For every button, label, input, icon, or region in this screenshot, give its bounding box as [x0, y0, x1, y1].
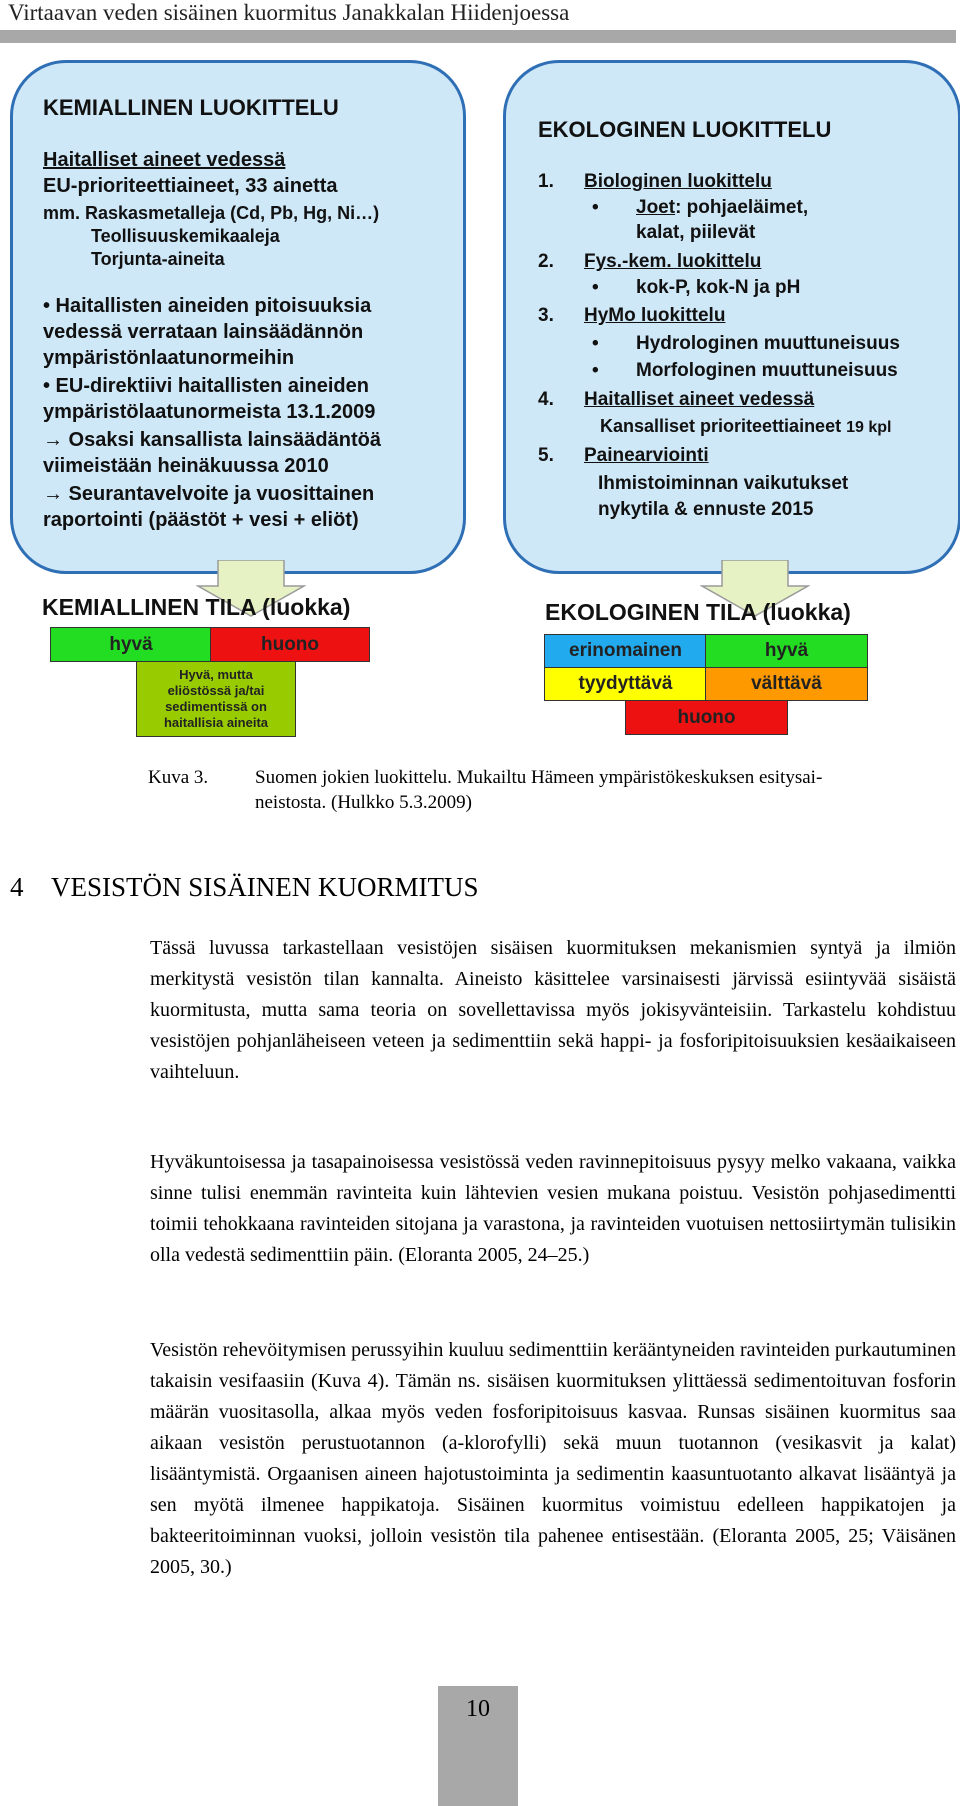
eco-item-1-bullet-cont: kalat, piilevät [636, 222, 756, 243]
chemical-box-title: KEMIALLINEN LUOKITTELU [43, 95, 339, 120]
chemical-status-bad: huono [210, 627, 370, 662]
note-line-2: eliöstössä ja/tai [167, 683, 265, 698]
eco-item-1: Biologinen luokittelu [584, 171, 772, 192]
chemical-arrow-2b: raportointi (päästöt + vesi + eliöt) [43, 509, 359, 531]
header-rule [0, 30, 956, 43]
chemical-bullet-1b: vedessä verrataan lainsäädännön [43, 321, 364, 343]
bullet-icon: • [592, 333, 599, 354]
chemical-bullet-2a: • EU-direktiivi haitallisten aineiden [43, 375, 369, 397]
note-line-3: sedimentissä on [165, 699, 267, 714]
chemical-arrow-1b: viimeistään heinäkuussa 2010 [43, 455, 329, 477]
note-line-1: Hyvä, mutta [179, 667, 253, 682]
eco-item-4-sub [600, 416, 891, 437]
bullet-icon: • [592, 360, 599, 381]
chemical-status-title: KEMIALLINEN TILA (luokka) [42, 594, 351, 620]
chemical-line-4: Torjunta-aineita [91, 249, 225, 269]
header-title: Virtaavan veden sisäinen kuormitus Janakkalan Hiidenjoessa [8, 0, 570, 25]
section-title: VESISTÖN SISÄINEN KUORMITUS [51, 872, 479, 902]
caption-line-1: Suomen jokien luokittelu. Mukailtu Hämeen ympäristökeskuksen esitysai- [255, 767, 823, 788]
eco-item-4-count: 19 kpl [846, 419, 892, 436]
eco-item-1-bullet [636, 197, 808, 219]
chemical-bullet-1c: ympäristönlaatunormeihin [43, 347, 295, 369]
eco-item-4-sub-text: Kansalliset prioriteettiaineet [600, 416, 842, 436]
eco-item-3-bullet-2: Morfologinen muuttuneisuus [636, 360, 898, 381]
eco-item-1-num: 1. [538, 171, 554, 192]
eco-status-passable: välttävä [705, 667, 868, 701]
chemical-classification-box [10, 60, 466, 574]
chemical-bullet-1a: • Haitallisten aineiden pitoisuuksia [43, 295, 372, 317]
caption-line-2: neistosta. (Hulkko 5.3.2009) [255, 792, 472, 813]
paragraph-3: Vesistön rehevöitymisen perussyihin kuuluu sedimenttiin kerääntyneiden ravinteiden purkautuminen takaisin vesifaasiin (Kuva 4). Tämän ns. sisäisen kuormituksen ylittäessä sedimentoituvan fosforin määrän vuositasolla, alkaa myös veden fosforipitoisuus kasvaa. Runsas sisäinen kuormitus saa aikaan vesistön perustuotannon (a-klorofylli) sekä muun tuotannon (vesikasvit ja kalat) lisääntymistä. Orgaanisen aineen hajotustoiminta ja sedimentin kaasuntuotanto alkavat lisääntyä ja sen myötä ilmenee happikatoja. Sisäinen kuormitus voimistuu edelleen happikatojen ja bakteeritoiminnan vuoksi, jolloin vesistön tila pahenee entisestään. (Eloranta 2005, 25; Väisänen 2005, 30.) [150, 1339, 956, 1578]
chemical-line-3: Teollisuuskemikaaleja [91, 226, 280, 246]
eco-item-3: HyMo luokittelu [584, 305, 726, 326]
chemical-status-note [136, 661, 296, 737]
chemical-arrow-2a: → Seurantavelvoite ja vuosittainen [43, 483, 375, 505]
eco-status-excellent: erinomainen [544, 634, 707, 668]
eco-item-1-bullet-rest: : pohjaeläimet, [675, 197, 809, 218]
page-number: 10 [466, 1696, 490, 1722]
chemical-line-2: mm. Raskasmetalleja (Cd, Pb, Hg, Ni…) [43, 203, 380, 223]
eco-item-3-num: 3. [538, 305, 554, 326]
note-line-4: haitallisia aineita [163, 715, 269, 730]
eco-item-4-num: 4. [538, 389, 554, 410]
eco-item-5: Painearviointi [584, 445, 709, 466]
eco-item-2-bullet: kok-P, kok-N ja pH [636, 277, 801, 298]
eco-item-2-num: 2. [538, 251, 554, 272]
chemical-line-1: EU-prioriteettiaineet, 33 ainetta [43, 175, 338, 197]
ecological-classification-box [503, 60, 960, 574]
ecological-box-title: EKOLOGINEN LUOKITTELU [538, 117, 832, 142]
eco-item-5-num: 5. [538, 445, 554, 466]
eco-item-4: Haitalliset aineet vedessä [584, 389, 815, 410]
chemical-arrow-1a: → Osaksi kansallista lainsäädäntöä [43, 429, 381, 451]
eco-status-good: hyvä [705, 634, 868, 668]
paragraph-2: Hyväkuntoisessa ja tasapainoisessa vesistössä veden ravinnepitoisuus pysyy melko vakaana, vaikka sinne tulisi enemmän ravinteita kuin lähtevien vesien mukana poistuu. Vesistön pohjasedimentti toimii tehokkaana ravinteiden sitojana ja varastona, ja ravinteiden vuotuisen nettosiirtymän tulisikin olla vedestä sedimenttiin päin. (Eloranta 2005, 24–25.) [150, 1151, 956, 1266]
bullet-icon: • [592, 277, 599, 298]
eco-status-bad: huono [625, 700, 788, 735]
eco-status-satisfactory: tyydyttävä [544, 667, 707, 701]
section-number: 4 [10, 872, 24, 902]
eco-item-3-bullet-1: Hydrologinen muuttuneisuus [636, 333, 900, 354]
bullet-icon: • [592, 197, 599, 218]
ecological-status-title: EKOLOGINEN TILA (luokka) [545, 599, 851, 625]
chemical-sub-heading: Haitalliset aineet vedessä [43, 149, 286, 171]
eco-item-2: Fys.-kem. luokittelu [584, 251, 762, 272]
caption-label: Kuva 3. [148, 767, 209, 788]
eco-item-1-bullet-label: Joet [636, 197, 676, 218]
section-heading [10, 872, 479, 903]
paragraph-1: Tässä luvussa tarkastellaan vesistöjen sisäisen kuormituksen mekanismien syntyä ja ilmiön merkitystä vesistön tilan kannalta. Aineisto käsittelee varsinaisesti järvissä esiintyvää sisäistä kuormitusta, mutta sama teoria on sovellettavissa myös jokisyvänteisiin. Tarkastelu kohdistuu vesistöjen pohjanläheiseen veteen ja sedimenttiin sekä happi- ja fosforipitoisuuksien kesäaikaiseen vaihteluun. [150, 937, 956, 1083]
chemical-status-good: hyvä [50, 627, 212, 662]
eco-item-5-sub-2: nykytila & ennuste 2015 [598, 499, 814, 520]
eco-item-5-sub-1: Ihmistoiminnan vaikutukset [598, 473, 849, 494]
chemical-bullet-2b: ympäristölaatunormeista 13.1.2009 [43, 401, 376, 423]
